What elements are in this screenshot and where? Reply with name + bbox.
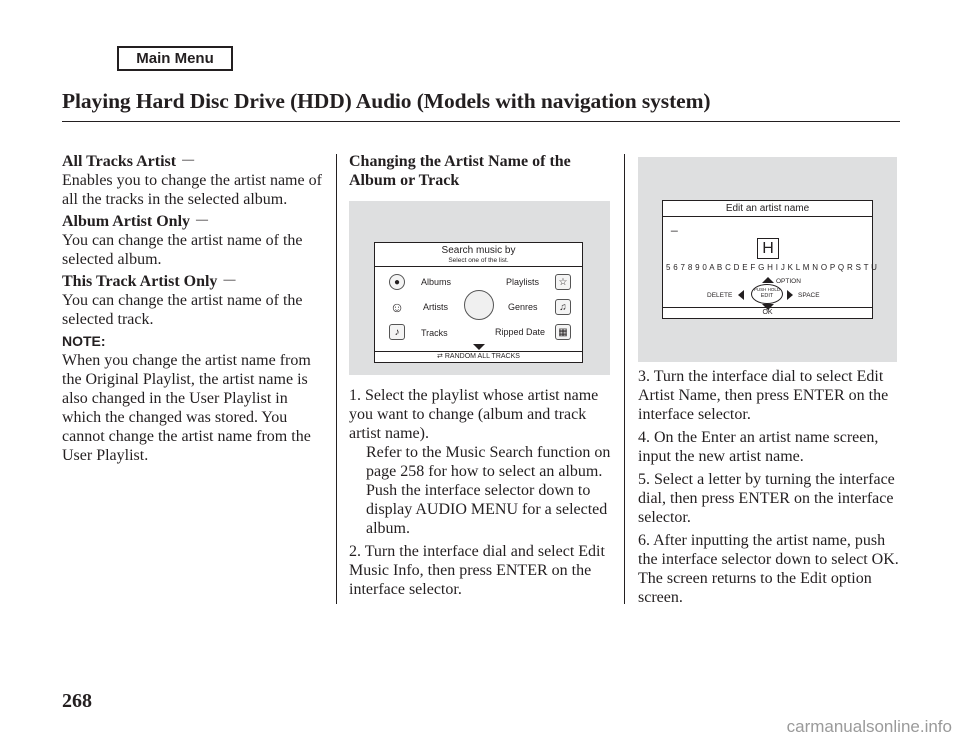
text-cursor: _: [671, 218, 678, 232]
playlist-icon: ☆: [555, 274, 571, 290]
all-tracks-artist-term: All Tracks Artist: [62, 153, 177, 170]
this-track-artist-only-desc: You can change the artist name of the selected track.: [62, 292, 303, 328]
column-divider-right: [624, 154, 625, 604]
edit-label[interactable]: EDIT: [760, 293, 774, 299]
this-track-artist-only-item: [62, 272, 324, 329]
step-6-text: After inputting the artist name, push the interface selector down to select OK. The screen returns to the Edit option screen.: [638, 532, 899, 606]
title-divider: [62, 121, 900, 122]
column-divider-left: [336, 154, 337, 604]
option-label[interactable]: OPTION: [776, 278, 801, 285]
note-text: When you change the artist name from the Original Playlist, the artist name is also changed in the User Playlist in which the changed was stored. You cannot change the artist name from the User Playlist.: [62, 352, 311, 464]
step-1-number: 1.: [349, 387, 361, 404]
step-3-number: 3.: [638, 368, 650, 385]
left-column: [62, 152, 324, 468]
all-tracks-artist-item: [62, 152, 324, 209]
search-screen-subtitle: Select one of the list.: [448, 257, 509, 264]
page-title: Playing Hard Disc Drive (HDD) Audio (Models with navigation system): [62, 89, 711, 113]
ok-bar-rule: [663, 307, 872, 308]
edit-artist-name-screen: [662, 200, 878, 319]
dash: －: [180, 153, 197, 170]
down-arrow-icon: [473, 344, 485, 350]
step-5-number: 5.: [638, 471, 650, 488]
step-3: [638, 367, 908, 424]
playlists-option[interactable]: Playlists: [506, 277, 540, 287]
page-number: 268: [62, 690, 92, 712]
ripped-date-option[interactable]: Ripped Date: [495, 327, 546, 337]
section-heading: Changing the Artist Name of the Album or Track: [349, 153, 571, 189]
step-1-reference: Refer to the Music Search function on page 258 for how to select an album. Push the interface selector down to display AUDIO MENU for a selected album.: [366, 444, 611, 537]
album-artist-only-item: [62, 212, 324, 269]
edit-screen-title: Edit an artist name: [725, 203, 810, 214]
step-4-text: On the Enter an artist name screen, input the new artist name.: [638, 429, 879, 465]
search-screen-panel: [349, 201, 610, 375]
album-icon: ●: [389, 274, 405, 290]
right-arrow-icon: [787, 290, 793, 300]
search-screen-title: Search music by: [441, 245, 516, 256]
edit-screen-panel: [638, 157, 897, 362]
delete-label[interactable]: DELETE: [707, 292, 733, 299]
album-artist-only-desc: You can change the artist name of the selected album.: [62, 232, 303, 268]
selected-letter-box: H: [757, 238, 779, 259]
this-track-artist-only-term: This Track Artist Only: [62, 273, 218, 290]
ok-button[interactable]: OK: [762, 309, 773, 316]
random-all-tracks-label: RANDOM ALL TRACKS: [444, 353, 520, 360]
space-label[interactable]: SPACE: [798, 292, 820, 299]
step-2-number: 2.: [349, 543, 361, 560]
middle-steps: [349, 386, 614, 603]
edit-screen-rule: [663, 216, 872, 217]
step-5-text: Select a letter by turning the interface dial, then press ENTER on the interface selector.: [638, 471, 895, 526]
up-arrow-icon: [762, 277, 774, 283]
album-artist-only-term: Album Artist Only: [62, 213, 191, 230]
step-1: [349, 386, 614, 538]
search-screen-rule: [375, 266, 582, 267]
push-hold-label: PUSH HOLD: [753, 287, 781, 292]
genre-icon: ♫: [555, 299, 571, 315]
step-2-text: Turn the interface dial and select Edit Music Info, then press ENTER on the interface selector.: [349, 543, 605, 598]
step-2: [349, 542, 614, 599]
main-menu-button[interactable]: Main Menu: [117, 46, 233, 71]
step-1-text: Select the playlist whose artist name you want to change (album and track artist name).: [349, 387, 599, 442]
note-label: NOTE:: [62, 333, 106, 349]
step-4: [638, 428, 908, 466]
artists-option[interactable]: Artists: [423, 302, 449, 312]
shuffle-icon: ⇄: [437, 353, 445, 360]
random-all-tracks-option[interactable]: [375, 352, 582, 360]
track-icon: ♪: [389, 324, 405, 340]
step-4-number: 4.: [638, 429, 650, 446]
dash: －: [194, 213, 211, 230]
step-3-text: Turn the interface dial to select Edit Artist Name, then press ENTER on the interface selector.: [638, 368, 889, 423]
artist-icon: ☺: [389, 299, 405, 315]
step-6: [638, 531, 908, 607]
search-music-screen: [374, 242, 583, 363]
step-6-number: 6.: [638, 532, 650, 549]
calendar-icon: ▦: [555, 324, 571, 340]
selector-dial-icon: [464, 290, 494, 320]
letter-wheel[interactable]: 5 6 7 8 9 0 A B C D E F G H I J K L M N O P Q R S T U: [666, 263, 878, 272]
right-steps: [638, 367, 908, 611]
all-tracks-artist-desc: Enables you to change the artist name of all the tracks in the selected album.: [62, 172, 322, 208]
dash: －: [221, 273, 238, 290]
step-5: [638, 470, 908, 527]
watermark: carmanualsonline.info: [786, 717, 952, 736]
genres-option[interactable]: Genres: [508, 302, 538, 312]
albums-option[interactable]: Albums: [421, 277, 452, 287]
tracks-option[interactable]: Tracks: [421, 328, 448, 338]
left-arrow-icon: [738, 290, 744, 300]
